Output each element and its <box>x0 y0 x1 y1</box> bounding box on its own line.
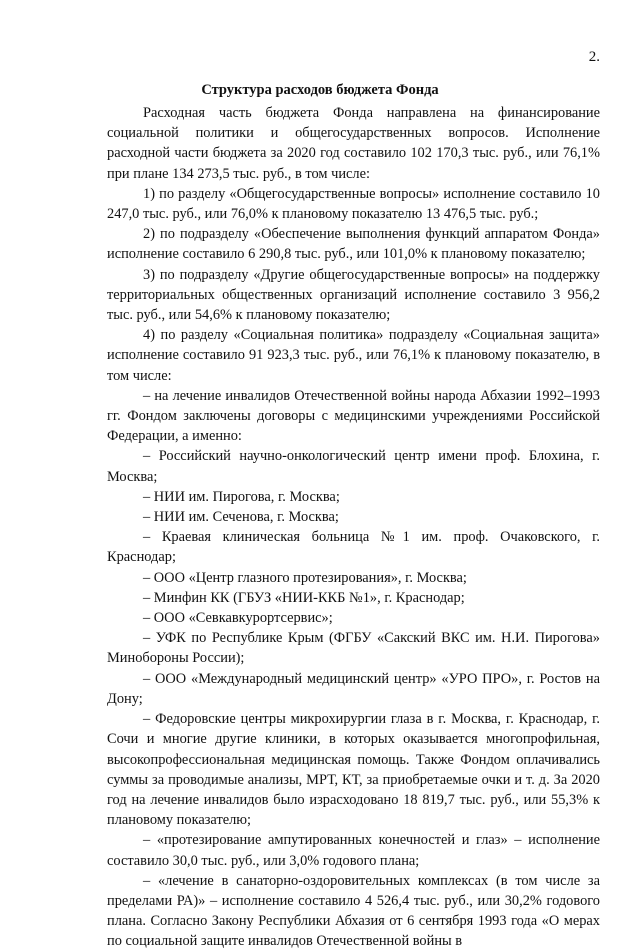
document-body <box>107 103 600 952</box>
clinic-item: – УФК по Республике Крым (ФГБУ «Сакский ВКС им. Н.И. Пирогова» Минобороны России); <box>107 630 600 667</box>
clinic-item: – ООО «Севкавкурортсервис»; <box>143 610 333 627</box>
clinic-item: – ООО «Международный медицинский центр» «УРО ПРО», г. Ростов на Дону; <box>107 670 600 707</box>
clinic-item: – Российский научно-онкологический центр имени проф. Блохина, г. Москва; <box>107 448 600 485</box>
paragraph-treatment: – на лечение инвалидов Отечественной войны народа Абхазии 1992–1993 гг. Фондом заключены договоры с медицинскими учреждениями Российской Федерации, а именно: <box>107 387 600 445</box>
clinic-item: – Федоровские центры микрохирургии глаза в г. Москва, г. Краснодар, г. Сочи и многие другие клиники, в которых оказывается многопрофильная, высокопрофессиональная медицинская помощь. Также Фондом оплачивались суммы за проводимые анализы, МРТ, КТ, за приобретаемые очки и т. д. За 2020 год на лечение инвалидов было израсходовано 18 819,7 тыс. руб., или 55,3% к плановому показателю; <box>107 711 600 829</box>
clinic-item: – Краевая клиническая больница №1 им. проф. Очаковского, г. Краснодар; <box>107 529 600 566</box>
paragraph-item-3: 3) по подразделу «Другие общегосударственные вопросы» на поддержку территориальных общественных организаций исполнение составило 3 956,2 тыс. руб., или 54,6% к плановому показателю; <box>107 266 600 324</box>
paragraph-item-1: 1) по разделу «Общегосударственные вопросы» исполнение составило 10 247,0 тыс. руб., или 76,0% к плановому показателю 13 476,5 тыс. руб.; <box>107 185 600 223</box>
clinic-item: – ООО «Центр глазного протезирования», г. Москва; <box>143 569 467 586</box>
paragraph-item-2: 2) по подразделу «Обеспечение выполнения функций аппаратом Фонда» исполнение составило 6 290,8 тыс. руб., или 101,0% к плановому показателю; <box>107 226 600 263</box>
paragraph-intro: Расходная часть бюджета Фонда направлена на финансирование социальной политики и общегосударственных вопросов. Исполнение расходной части бюджета за 2020 год составило 102 170,3 тыс. руб., или 76,1% при плане 134 273,5 тыс. руб., в том числе: <box>107 105 600 182</box>
paragraph-prosthetics: – «протезирование ампутированных конечностей и глаз» – исполнение составило 30,0 тыс. руб., или 3,0% годового плана; <box>107 832 600 869</box>
paragraph-sanatorium: – «лечение в санаторно-оздоровительных комплексах (в том числе за пределами РА)» – исполнение составило 4 526,4 тыс. руб., или 30,2% годового плана. Согласно Закону Республики Абхазия от 6 сентября 1993 года «О мерах по социальной защите инвалидов Отечественной войны в <box>107 872 600 950</box>
clinic-item: – НИИ им. Пирогова, г. Москва; <box>143 488 340 505</box>
clinic-item: – НИИ им. Сеченова, г. Москва; <box>143 509 339 526</box>
paragraph-item-4: 4) по разделу «Социальная политика» подразделу «Социальная защита» исполнение составило 91 923,3 тыс. руб., или 76,1% к плановому показателю, в том числе: <box>107 327 600 384</box>
page-number: 2. <box>588 49 600 65</box>
document-title: Структура расходов бюджета Фонда <box>201 82 439 98</box>
clinic-item: – Минфин КК (ГБУЗ «НИИ-ККБ №1», г. Краснодар; <box>143 589 465 606</box>
